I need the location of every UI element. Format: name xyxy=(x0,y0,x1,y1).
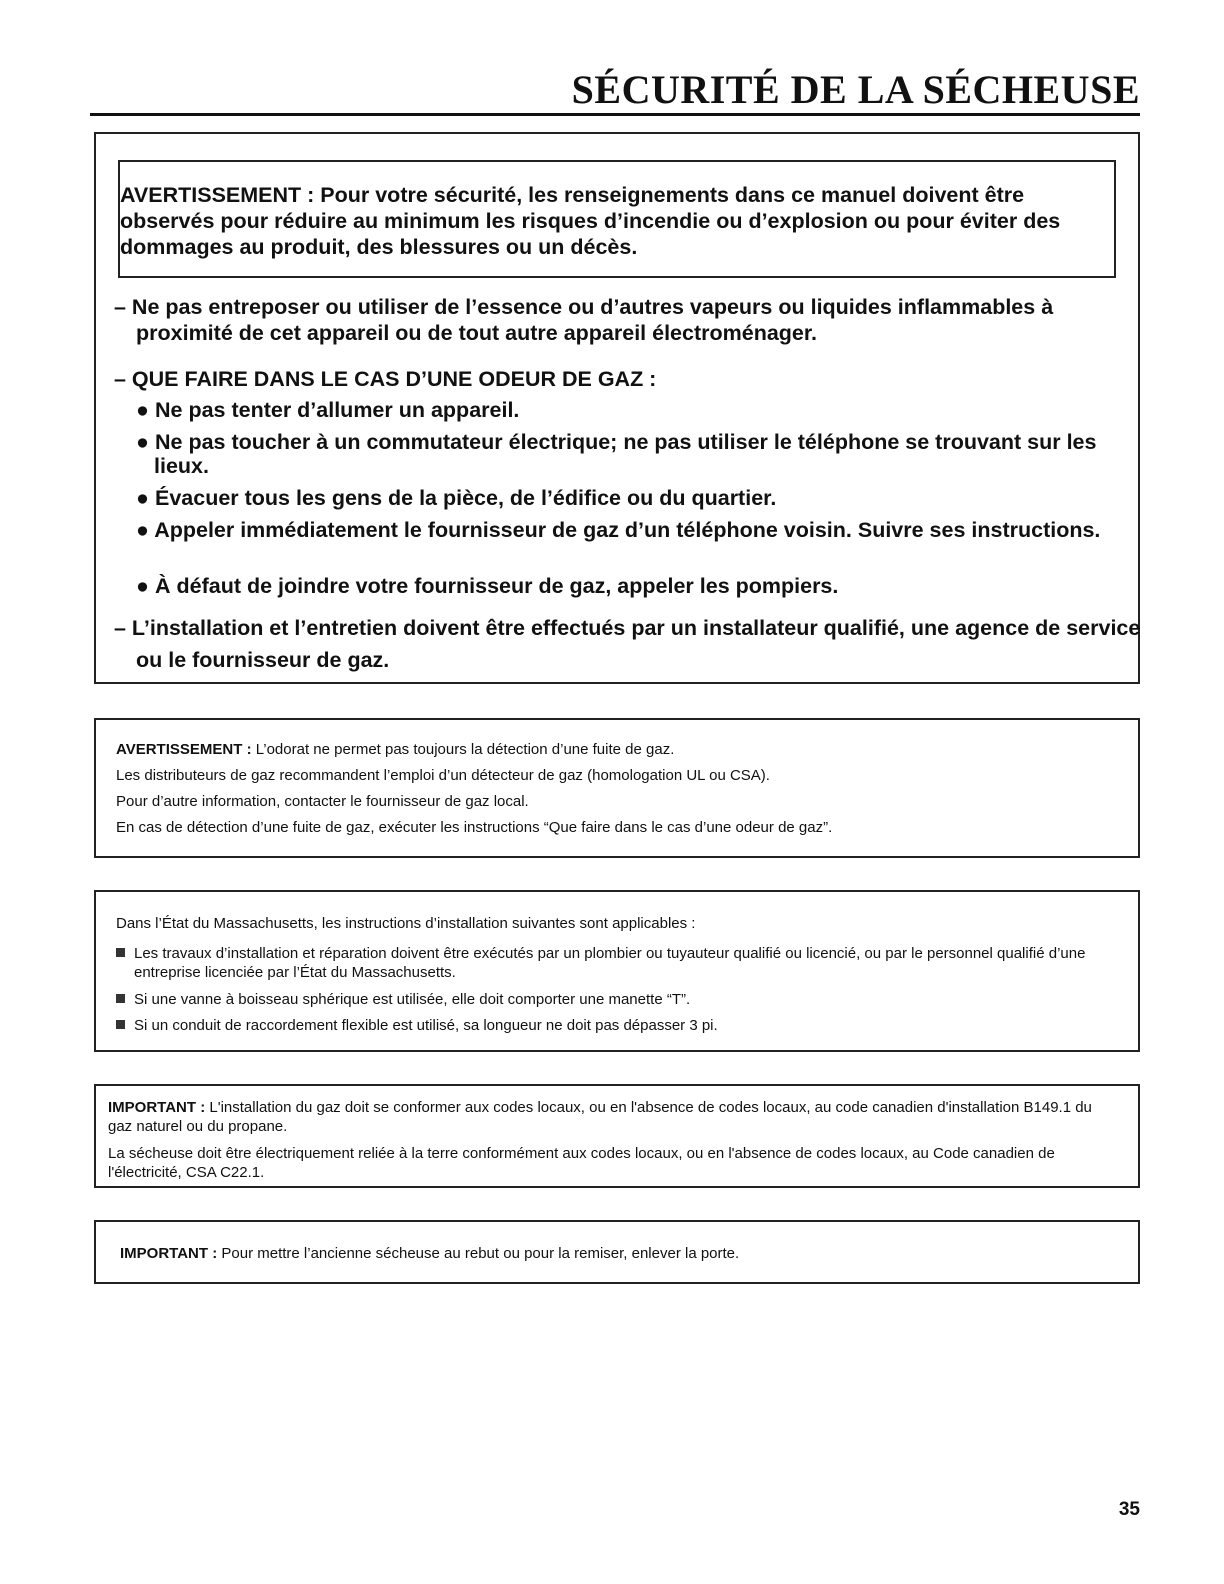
bullet-item: ● Appeler immédiatement le fournisseur de gaz d’un téléphone voisin. Suivre ses instructions. xyxy=(136,518,1101,542)
page-number: 35 xyxy=(1118,1499,1140,1520)
list-item: Les travaux d’installation et réparation doivent être exécutés par un plombier ou tuyauteur qualifié ou licencié, ou par le personnel qualifié d’une entreprise licenciée par l’État du Massachusetts. xyxy=(116,944,1134,982)
bullet-dot-icon: ● xyxy=(136,430,149,454)
installation-item: – L’installation et l’entretien doivent être effectués par un installateur qualifié, une agence de service ou le fournisseur de gaz. xyxy=(114,616,1141,672)
odor-warning-box xyxy=(94,718,1140,858)
important-gas-box xyxy=(94,1084,1140,1188)
bullet-item: ● Évacuer tous les gens de la pièce, de l’édifice ou du quartier. xyxy=(136,486,777,510)
title-underline xyxy=(90,113,1140,116)
square-bullet-icon xyxy=(116,948,125,957)
gas-odor-heading: – QUE FAIRE DANS LE CAS D’UNE ODEUR DE GAZ : xyxy=(114,367,657,391)
bullet-item: ● À défaut de joindre votre fournisseur de gaz, appeler les pompiers. xyxy=(136,574,839,598)
massachusetts-box xyxy=(94,890,1140,1052)
page-title: SÉCURITÉ DE LA SÉCHEUSE xyxy=(571,67,1140,112)
odor-line-1: AVERTISSEMENT : L’odorat ne permet pas toujours la détection d’une fuite de gaz. xyxy=(116,741,675,758)
important-label: IMPORTANT : xyxy=(120,1245,218,1262)
important-disposal-box xyxy=(94,1220,1140,1284)
no-flammables-item: – Ne pas entreposer ou utiliser de l’essence ou d’autres vapeurs ou liquides inflammables à proximité de cet appareil ou de tout autre appareil électroménager. xyxy=(114,295,1054,345)
important-ground-text: La sécheuse doit être électriquement reliée à la terre conformément aux codes locaux, ou en l'absence de codes locaux, au Code canadien de l'électricité, CSA C22.1. xyxy=(108,1145,1055,1181)
main-warning-text: AVERTISSEMENT : Pour votre sécurité, les renseignements dans ce manuel doivent être observés pour réduire au minimum les risques d’incendie ou d’explosion ou pour éviter des dommages au produit, des blessures ou un décès. xyxy=(120,183,1061,259)
list-item: Si une vanne à boisseau sphérique est utilisée, elle doit comporter une manette “T”. xyxy=(116,990,1134,1009)
square-bullet-icon xyxy=(116,1020,125,1029)
bullet-item: ● Ne pas toucher à un commutateur électrique; ne pas utiliser le téléphone se trouvant sur les lieux. xyxy=(136,430,1097,478)
odor-line-2: Les distributeurs de gaz recommandent l’emploi d’un détecteur de gaz (homologation UL ou CSA). xyxy=(116,767,770,784)
odor-line-4: En cas de détection d’une fuite de gaz, exécuter les instructions “Que faire dans le cas d’une odeur de gaz”. xyxy=(116,819,833,836)
gas-safety-box xyxy=(94,132,1140,684)
square-bullet-icon xyxy=(116,994,125,1003)
massachusetts-intro: Dans l’État du Massachusetts, les instructions d’installation suivantes sont applicables : xyxy=(116,915,696,932)
bullet-item: ● Ne pas tenter d’allumer un appareil. xyxy=(136,398,520,422)
important-disposal-text: IMPORTANT : Pour mettre l’ancienne sécheuse au rebut ou pour la remiser, enlever la porte. xyxy=(120,1245,740,1262)
important-label: IMPORTANT : xyxy=(108,1099,206,1116)
bullet-dot-icon: ● xyxy=(136,398,149,422)
list-item: Si un conduit de raccordement flexible est utilisé, sa longueur ne doit pas dépasser 3 pi. xyxy=(116,1016,1134,1035)
important-gas-text: IMPORTANT : L'installation du gaz doit se conformer aux codes locaux, ou en l'absence de codes locaux, au code canadien d'installation B149.1 du gaz naturel ou du propane. xyxy=(108,1099,1092,1135)
odor-line-3: Pour d’autre information, contacter le fournisseur de gaz local. xyxy=(116,793,529,810)
odor-warning-label: AVERTISSEMENT : xyxy=(116,741,252,758)
bullet-dot-icon: ● xyxy=(136,574,149,598)
bullet-dot-icon: ● xyxy=(136,486,149,510)
bullet-dot-icon: ● xyxy=(136,518,149,542)
